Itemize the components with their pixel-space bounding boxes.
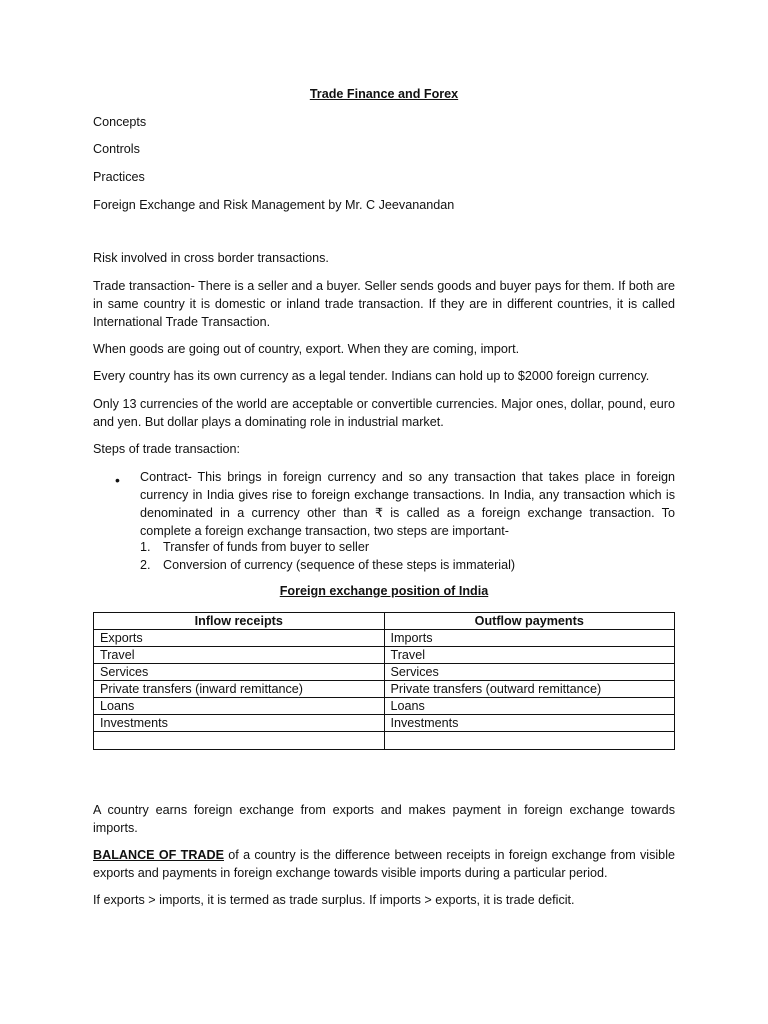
- list-number: 1.: [140, 540, 151, 554]
- list-number: 2.: [140, 558, 151, 572]
- column-header-outflow: Outflow payments: [384, 613, 675, 630]
- list-item: [140, 556, 515, 574]
- forex-position-table: [93, 612, 675, 750]
- table-row: [94, 681, 675, 698]
- table-cell: Services: [94, 664, 385, 681]
- table-cell: Travel: [384, 647, 675, 664]
- table-cell: Exports: [94, 630, 385, 647]
- table-row: [94, 664, 675, 681]
- intro-controls: Controls: [93, 142, 140, 156]
- table-cell: Loans: [384, 698, 675, 715]
- earns-forex-paragraph: A country earns foreign exchange from exports and makes payment in foreign exchange towards imports.: [93, 803, 675, 835]
- list-text: Transfer of funds from buyer to seller: [163, 540, 370, 554]
- balance-of-trade-term: BALANCE OF TRADE: [93, 848, 224, 862]
- table-cell: [94, 732, 385, 750]
- table-cell: Investments: [384, 715, 675, 732]
- table-cell: Private transfers (inward remittance): [94, 681, 385, 698]
- document-title: Trade Finance and Forex: [309, 87, 459, 101]
- table-cell: Investments: [94, 715, 385, 732]
- surplus-deficit-paragraph: If exports > imports, it is termed as trade surplus. If imports > exports, it is trade deficit.: [93, 893, 575, 907]
- list-item: [140, 538, 369, 556]
- table-row: [94, 630, 675, 647]
- column-header-inflow: Inflow receipts: [94, 613, 385, 630]
- table-cell: [384, 732, 675, 750]
- list-text: Conversion of currency (sequence of these steps is immaterial): [163, 558, 516, 572]
- intro-reference: Foreign Exchange and Risk Management by Mr. C Jeevanandan: [93, 198, 455, 212]
- table-cell: Loans: [94, 698, 385, 715]
- balance-of-trade-definition: of a country is the difference between receipts in foreign exchange from visible exports and payments in foreign exchange towards visible imports during a particular period.: [93, 848, 675, 880]
- table-row: [94, 647, 675, 664]
- currency-tender-paragraph: Every country has its own currency as a legal tender. Indians can hold up to $2000 foreign currency.: [93, 369, 650, 383]
- intro-practices: Practices: [93, 170, 145, 184]
- convertible-currency-paragraph: Only 13 currencies of the world are acceptable or convertible currencies. Major ones, dollar, pound, euro and yen. But dollar plays a dominating role in industrial market.: [93, 397, 675, 429]
- steps-heading: Steps of trade transaction:: [93, 442, 241, 456]
- balance-of-trade-paragraph: [93, 846, 675, 882]
- trade-transaction-paragraph: Trade transaction- There is a seller and a buyer. Seller sends goods and buyer pays for them. If both are in same country it is domestic or inland trade transaction. If they are in different countries, it is called International Trade Transaction.: [93, 279, 675, 329]
- table-header-row: [94, 613, 675, 630]
- export-import-paragraph: When goods are going out of country, export. When they are coming, import.: [93, 342, 520, 356]
- table-cell: Travel: [94, 647, 385, 664]
- table-row: [94, 698, 675, 715]
- table-cell: Imports: [384, 630, 675, 647]
- table-row: [94, 715, 675, 732]
- table-cell: Services: [384, 664, 675, 681]
- intro-concepts: Concepts: [93, 115, 147, 129]
- contract-paragraph: Contract- This brings in foreign currency and so any transaction that takes place in foreign currency in India gives rise to foreign exchange transactions. In India, any transaction which is denominated in a currency other than ₹ is called as a foreign exchange transaction. To complete a foreign exchange transaction, two steps are important-: [140, 470, 675, 538]
- bullet-icon: •: [115, 472, 120, 488]
- table-title: Foreign exchange position of India: [279, 584, 489, 598]
- table-cell: Private transfers (outward remittance): [384, 681, 675, 698]
- risk-heading: Risk involved in cross border transactions.: [93, 251, 329, 265]
- table-row: [94, 732, 675, 750]
